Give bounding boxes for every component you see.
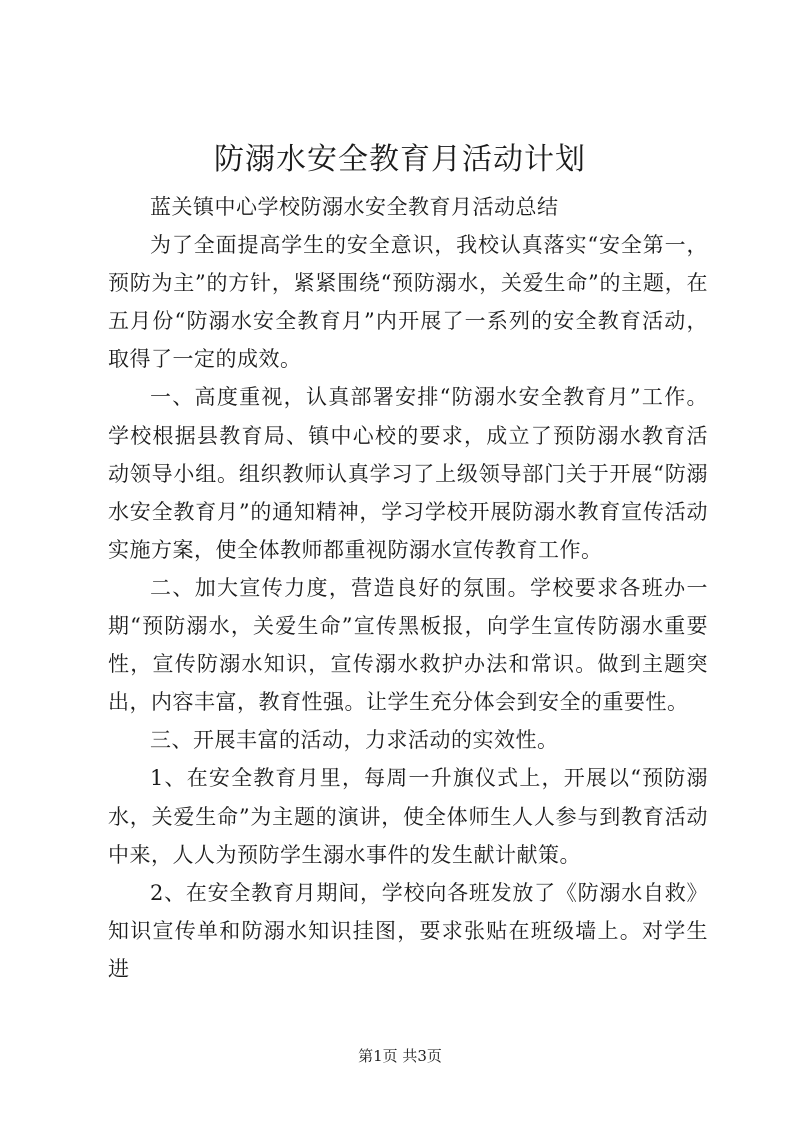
document-body — [108, 188, 708, 988]
item-two-paragraph: 2、在安全教育月期间，学校向各班发放了《防溺水自救》知识宣传单和防溺水知识挂图，要求张贴在班级墙上。对学生进 — [108, 880, 708, 981]
intro-paragraph: 为了全面提高学生的安全意识，我校认真落实“安全第一，预防为主”的方针，紧紧围绕“预防溺水，关爱生命”的主题，在五月份“防溺水安全教育月”内开展了一系列的安全教育活动，取得了一定的成效。 — [108, 233, 708, 372]
section-three-heading: 三、开展丰富的活动，力求活动的实效性。 — [150, 728, 559, 753]
document-title: 防溺水安全教育月活动计划 — [214, 142, 586, 177]
section-one-paragraph: 一、高度重视，认真部署安排“防溺水安全教育月”工作。学校根据县教育局、镇中心校的要求，成立了预防溺水教育活动领导小组。组织教师认真学习了上级领导部门关于开展“防溺水安全教育月”的通知精神，学习学校开展防溺水教育宣传活动实施方案，使全体教师都重视防溺水宣传教育工作。 — [108, 385, 708, 562]
subtitle-paragraph: 蓝关镇中心学校防溺水安全教育月活动总结 — [150, 195, 559, 219]
item-one-paragraph: 1、在安全教育月里，每周一升旗仪式上，开展以“预防溺水，关爱生命”为主题的演讲，使全体师生人人参与到教育活动中来，人人为预防学生溺水事件的发生献计献策。 — [108, 766, 708, 867]
section-two-paragraph: 二、加大宣传力度，营造良好的氛围。学校要求各班办一期“预防溺水，关爱生命”宣传黑板报，向学生宣传防溺水重要性，宣传防溺水知识，宣传溺水救护办法和常识。做到主题突出，内容丰富，教育性强。让学生充分体会到安全的重要性。 — [108, 575, 708, 715]
page-footer: 第1页 共3页 — [358, 1047, 442, 1065]
